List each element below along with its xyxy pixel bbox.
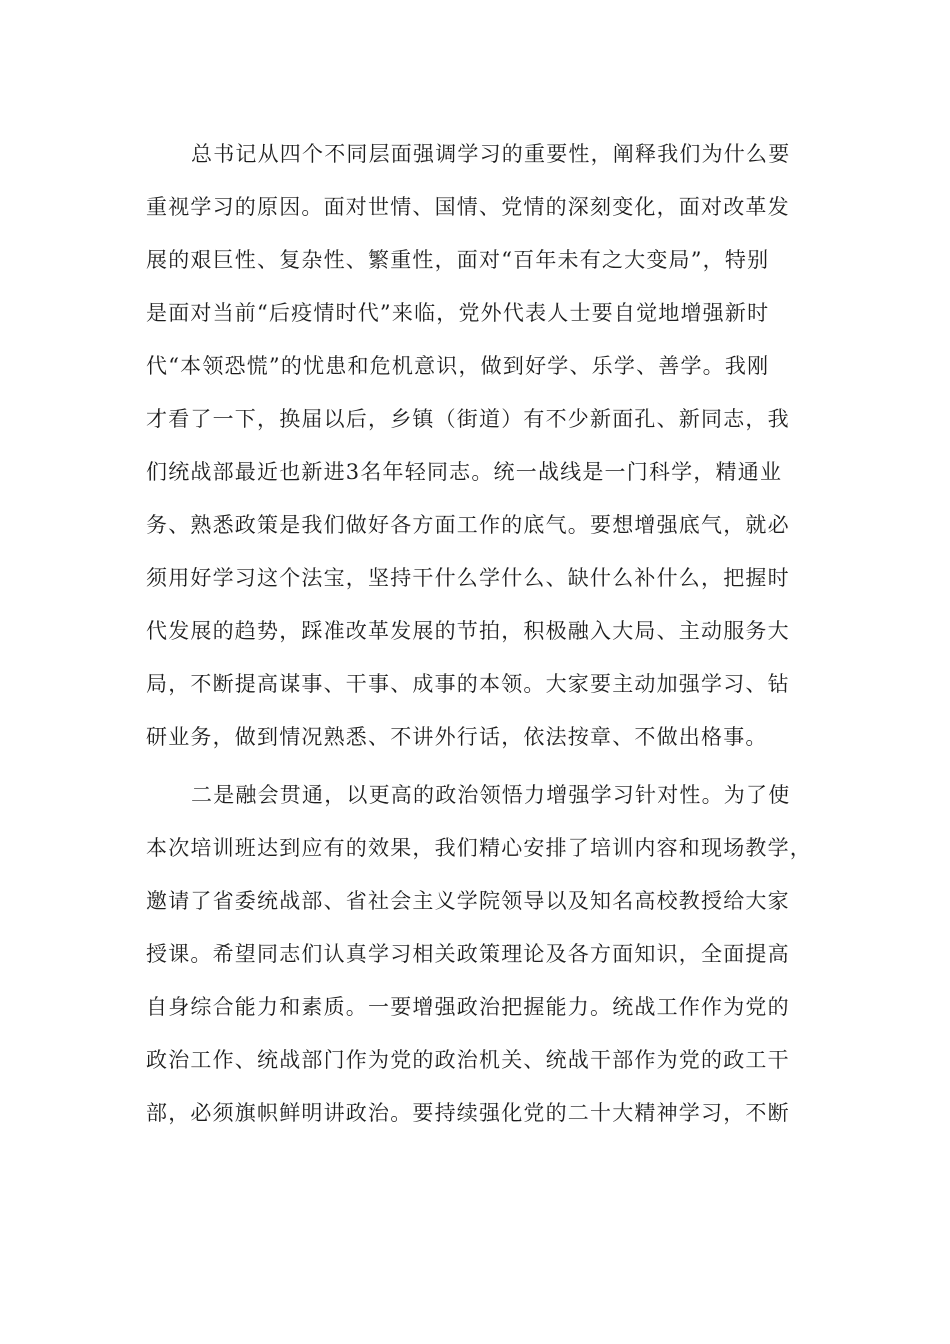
text-line: 总书记从四个不同层面强调学习的重要性，阐释我们为什么要 [191,142,791,166]
body-text [146,128,816,1140]
text-line: 邀请了省委统战部、省社会主义学院领导以及知名高校教授给大家 [146,889,790,913]
text-line: 重视学习的原因。面对世情、国情、党情的深刻变化，面对改革发 [146,195,790,219]
text-line: 部，必须旗帜鲜明讲政治。要持续强化党的二十大精神学习，不断 [146,1101,790,1125]
paragraph-2 [146,769,816,1140]
text-line: 须用好学习这个法宝，坚持干什么学什么、缺什么补什么，把握时 [146,566,790,590]
text-line: 自身综合能力和素质。一要增强政治把握能力。统战工作作为党的 [146,995,790,1019]
text-line: 代“本领恐慌”的忧患和危机意识，做到好学、乐学、善学。我刚 [146,354,770,378]
paragraph-1 [146,128,816,764]
text-line: 是面对当前“后疫情时代”来临，党外代表人士要自觉地增强新时 [146,301,770,325]
text-line: 代发展的趋势，踩准改革发展的节拍，积极融入大局、主动服务大 [146,619,790,643]
text-line: 局，不断提高谋事、干事、成事的本领。大家要主动加强学习、钻 [146,672,790,696]
text-line: 务、熟悉政策是我们做好各方面工作的底气。要想增强底气，就必 [146,513,790,537]
text-line: 展的艰巨性、复杂性、繁重性，面对“百年未有之大变局”，特别 [146,248,770,272]
text-line: 授课。希望同志们认真学习相关政策理论及各方面知识，全面提高 [146,942,790,966]
text-line: 研业务，做到情况熟悉、不讲外行话，依法按章、不做出格事。 [146,725,768,749]
text-line: 才看了一下，换届以后，乡镇（街道）有不少新面孔、新同志，我 [146,407,790,431]
text-line: 本次培训班达到应有的效果，我们精心安排了培训内容和现场教学， [146,836,812,860]
text-line: 们统战部最近也新进3名年轻同志。统一战线是一门科学，精通业 [146,460,783,484]
text-line: 二是融会贯通，以更高的政治领悟力增强学习针对性。为了使 [191,783,791,807]
text-line: 政治工作、统战部门作为党的政治机关、统战干部作为党的政工干 [146,1048,790,1072]
